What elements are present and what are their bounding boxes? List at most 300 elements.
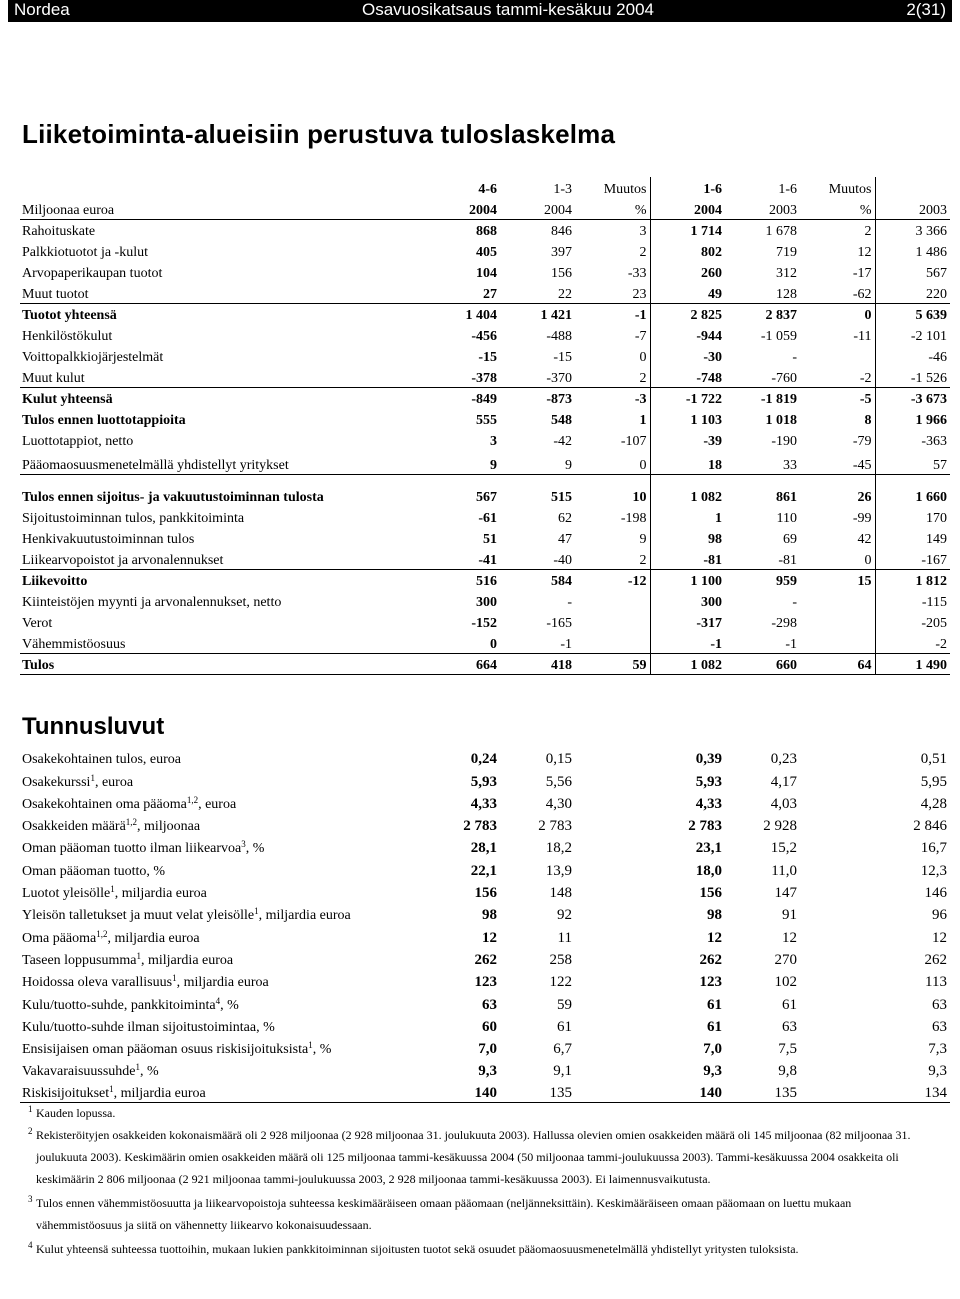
row-value: 110	[776, 511, 797, 526]
table-row	[20, 590, 950, 611]
row-value: 12	[782, 929, 797, 946]
row-value: -2	[859, 370, 872, 386]
row-value: -15	[553, 350, 572, 365]
row-value: 123	[474, 974, 497, 991]
table-row	[20, 835, 950, 857]
header-period-cell: Muutos	[603, 182, 647, 197]
row-value: -152	[471, 616, 497, 631]
key-figures-title: Tunnusluvut	[22, 713, 165, 740]
row-value: 63	[482, 996, 497, 1013]
row-value: 140	[650, 1080, 725, 1102]
row-label: Osakekohtainen tulos, euroa	[22, 752, 182, 768]
row-value: 861	[725, 474, 800, 506]
row-value: 515	[500, 474, 575, 506]
empty-cell	[575, 947, 650, 969]
row-value: 802	[650, 240, 725, 261]
header-label-cell	[20, 177, 425, 198]
header-page-number: 2(31)	[906, 0, 946, 19]
income-header-row-1	[20, 177, 950, 198]
row-label: Muut kulut	[22, 370, 85, 386]
row-value: 262	[474, 951, 497, 968]
row-value: 147	[774, 885, 797, 902]
row-value: 170	[875, 506, 950, 527]
row-value: 5,56	[545, 773, 572, 790]
table-row	[20, 991, 950, 1013]
empty-cell	[575, 1036, 650, 1058]
row-value: 2 825	[650, 303, 725, 324]
empty-cell	[800, 746, 875, 768]
row-value: -11	[853, 329, 872, 344]
footnote-marker: 3	[28, 1194, 33, 1204]
row-value: -1 722	[650, 387, 725, 408]
row-label: Tulos ennen luottotappioita	[22, 413, 186, 428]
row-value: 567	[425, 474, 500, 506]
row-value: 23	[632, 286, 647, 302]
row-label: Vakavaraisuussuhde$^1$, %	[22, 1062, 159, 1080]
table-row	[20, 548, 950, 569]
footnote-text: Kulut yhteensä suhteessa tuottoihin, mukaan lukien pankkitoiminnan sijoitusten tuotot sekä osuudet pääomaosuusmenetelmällä yhdistellyt yritysten tuloksista.	[36, 1242, 799, 1256]
row-value: 98	[650, 527, 725, 548]
row-label: Rahoituskate	[22, 224, 96, 239]
row-value: 122	[549, 974, 572, 991]
header-period-cell: 1-3	[553, 182, 572, 197]
row-value: 5 639	[875, 303, 950, 324]
row-value: 69	[783, 532, 797, 547]
row-value: 59	[575, 653, 650, 674]
row-value: 7,3	[928, 1041, 947, 1058]
table-row	[20, 1036, 950, 1058]
row-value: -205	[875, 611, 950, 632]
row-value: 584	[500, 569, 575, 590]
row-value: 262	[699, 951, 722, 968]
row-label: Ensisijaisen oman pääoman osuus riskisijoituksista$^1$, %	[22, 1040, 332, 1058]
row-value: -39	[650, 429, 725, 450]
row-value: -748	[650, 366, 725, 387]
row-value: 61	[557, 1018, 572, 1035]
row-value: 1 100	[650, 569, 725, 590]
row-value: -	[792, 595, 797, 610]
footnote-marker: 4	[28, 1240, 33, 1250]
row-value: 959	[725, 569, 800, 590]
header-period-cell	[875, 177, 950, 198]
empty-cell	[575, 924, 650, 946]
row-value: -46	[875, 345, 950, 366]
row-label: Liikevoitto	[20, 569, 425, 590]
row-value: -363	[875, 429, 950, 450]
row-value: 719	[776, 245, 797, 260]
row-label: Osakekohtainen oma pääoma$^{1,2}$, euroa	[22, 794, 237, 812]
header-unit-label: Miljoonaa euroa	[20, 198, 425, 219]
empty-cell	[575, 813, 650, 835]
row-value: 0,39	[695, 751, 722, 768]
footnote-marker: 1	[28, 1104, 33, 1114]
table-row	[20, 947, 950, 969]
row-value: 9,3	[703, 1063, 722, 1080]
row-value: 63	[782, 1018, 797, 1035]
row-value: 2 846	[913, 818, 947, 835]
header-year-cell: 2004	[500, 198, 575, 219]
row-label: Kulu/tuotto-suhde ilman sijoitustoimintaa, %	[22, 1019, 275, 1035]
row-value: 555	[476, 413, 497, 428]
row-value: -944	[650, 324, 725, 345]
row-label: Arvopaperikaupan tuotot	[22, 266, 163, 281]
table-row	[20, 880, 950, 902]
row-value: 15,2	[770, 840, 797, 857]
row-value: 10	[575, 474, 650, 506]
table-row	[20, 324, 950, 345]
row-label: Henkivakuutustoiminnan tulos	[22, 532, 195, 547]
row-value: 4,33	[470, 795, 497, 812]
row-value: 63	[932, 996, 947, 1013]
row-value: 12	[932, 929, 947, 946]
empty-cell	[575, 902, 650, 924]
empty-cell	[800, 813, 875, 835]
header-period-cell: 1-6	[650, 177, 725, 198]
row-value: 1 966	[875, 408, 950, 429]
row-value: 1 660	[875, 474, 950, 506]
row-value: 270	[774, 951, 797, 968]
row-value: -1	[575, 303, 650, 324]
row-label: Oman pääoman tuotto ilman liikearvoa$^3$, %	[22, 839, 265, 857]
row-value: 516	[425, 569, 500, 590]
table-row	[20, 632, 950, 653]
row-value: 0	[639, 457, 647, 473]
key-figures-table	[20, 746, 950, 1103]
row-value: 2 837	[725, 303, 800, 324]
empty-cell	[800, 835, 875, 857]
row-value: 2 783	[463, 818, 497, 835]
row-value: 5,93	[470, 773, 497, 790]
row-value: -45	[852, 457, 872, 473]
row-value: 1	[639, 413, 647, 428]
row-value: 397	[551, 245, 572, 260]
row-value: 49	[650, 282, 725, 303]
row-value: 18	[650, 450, 725, 474]
row-value: 1 404	[425, 303, 500, 324]
row-value: -33	[627, 266, 647, 281]
row-value: 5,93	[695, 773, 722, 790]
row-value: 300	[476, 595, 497, 610]
row-value: 12	[707, 929, 722, 946]
row-value: 3	[639, 224, 647, 239]
row-value: -15	[478, 350, 497, 365]
row-value: 63	[932, 1018, 947, 1035]
row-value: 146	[924, 885, 947, 902]
row-value	[575, 590, 650, 611]
row-value: -115	[875, 590, 950, 611]
empty-cell	[800, 924, 875, 946]
table-row	[20, 653, 950, 674]
row-value: -5	[800, 387, 875, 408]
row-value: -190	[771, 434, 797, 449]
footnotes	[24, 1104, 924, 1260]
row-value	[800, 632, 875, 653]
row-value: 405	[476, 245, 497, 260]
row-value: -81	[778, 552, 797, 568]
row-value: -	[567, 595, 572, 610]
row-value: 51	[483, 532, 497, 547]
row-value: 9	[565, 457, 572, 473]
header-year-cell: 2004	[425, 198, 500, 219]
row-value: 2 783	[688, 818, 722, 835]
table-row	[20, 408, 950, 429]
row-value: -873	[500, 387, 575, 408]
row-value	[575, 632, 650, 653]
row-value: -30	[650, 345, 725, 366]
row-label: Kiinteistöjen myynti ja arvonalennukset, netto	[22, 595, 282, 610]
row-value: 2 928	[763, 818, 797, 835]
income-statement-title: Liiketoiminta-alueisiin perustuva tuloslaskelma	[22, 119, 616, 149]
row-value: 846	[551, 224, 572, 239]
table-row	[20, 366, 950, 387]
footnote	[24, 1192, 924, 1236]
row-value: 868	[476, 224, 497, 239]
table-row	[20, 924, 950, 946]
table-row	[20, 429, 950, 450]
footnote-text: Tulos ennen vähemmistöosuutta ja liikearvopoistoja suhteessa keskimääräiseen omaan pääomaan (neljänneksittäin). Keskimääräiseen omaan pääomaan on luettu mukaan vähemmistöosuus ja siitä on vähennetty liikearvo kokonaisuudessaan.	[36, 1196, 852, 1232]
table-row	[20, 969, 950, 991]
row-label: Henkilöstökulut	[22, 329, 113, 344]
row-value: -1 819	[725, 387, 800, 408]
row-value: -7	[634, 329, 647, 344]
row-value: 1	[650, 506, 725, 527]
row-value: 664	[425, 653, 500, 674]
row-value: 1 018	[765, 413, 797, 428]
row-value: -298	[771, 616, 797, 631]
row-label: Muut tuotot	[22, 286, 89, 302]
table-row	[20, 282, 950, 303]
row-value: 0,23	[770, 751, 797, 768]
row-value: 140	[425, 1080, 500, 1102]
row-value: -42	[553, 434, 572, 449]
empty-cell	[575, 768, 650, 790]
row-value: 149	[875, 527, 950, 548]
row-value: 9,3	[928, 1063, 947, 1080]
row-value: 2	[639, 552, 647, 568]
row-value: 7,5	[778, 1041, 797, 1058]
empty-cell	[800, 1058, 875, 1080]
row-label: Oma pääoma$^{1,2}$, miljardia euroa	[22, 928, 200, 946]
empty-cell	[800, 1080, 875, 1102]
row-value: 134	[875, 1080, 950, 1102]
row-value	[800, 611, 875, 632]
row-label: Verot	[22, 616, 53, 631]
row-value: 0	[639, 350, 647, 365]
footnote-text: Kauden lopussa.	[36, 1106, 116, 1120]
row-value: -81	[650, 548, 725, 569]
row-value: 0,24	[470, 751, 497, 768]
row-value: 156	[474, 885, 497, 902]
row-value: 98	[707, 907, 722, 924]
row-value: 4,03	[770, 795, 797, 812]
header-year-cell: 2003	[875, 198, 950, 219]
table-row	[20, 746, 950, 768]
row-value: 300	[650, 590, 725, 611]
footnote	[24, 1124, 924, 1190]
row-value: 104	[476, 266, 497, 281]
row-value: 102	[774, 974, 797, 991]
row-value: -2	[875, 632, 950, 653]
row-label: Liikearvopoistot ja arvonalennukset	[22, 552, 224, 568]
footnote-text: Rekisteröityjen osakkeiden kokonaismäärä oli 2 928 miljoonaa (2 928 miljoonaa 31. joulukuuta 2003). Hallussa olevien omien osakkeiden määrä oli 145 miljoonaa (82 miljoonaa 31. joulukuuta 2003). Keskimäärin omien osakkeiden määrä oli 125 miljoonaa tammi-kesäkuussa 2004 (50 miljoonaa tammi-joulukuussa 2003). Tammi-kesäkuussa 2004 osakkeita oli keskimäärin 2 806 miljoonaa (2 921 miljoonaa tammi-joulukuussa 2003, 2 928 miljoonaa tammi-kesäkuussa 2003). Ei laimennusvaikutusta.	[36, 1128, 911, 1186]
row-value: -61	[478, 511, 497, 526]
row-value	[575, 611, 650, 632]
row-value: 4,28	[920, 795, 947, 812]
empty-cell	[800, 857, 875, 879]
row-value: 1 714	[650, 219, 725, 240]
income-statement-table	[20, 177, 950, 675]
row-value: 0	[490, 636, 497, 652]
row-value: 12,3	[920, 862, 947, 879]
row-value: 59	[557, 996, 572, 1013]
row-value: 1 812	[875, 569, 950, 590]
row-label: Kulut yhteensä	[20, 387, 425, 408]
row-value: 22	[558, 286, 572, 302]
row-label: Voittopalkkiojärjestelmät	[22, 350, 164, 365]
row-value: 9	[490, 457, 497, 473]
empty-cell	[575, 880, 650, 902]
empty-cell	[800, 902, 875, 924]
table-row	[20, 902, 950, 924]
empty-cell	[800, 947, 875, 969]
row-value: -198	[620, 511, 647, 526]
row-value: 1 421	[500, 303, 575, 324]
table-row	[20, 219, 950, 240]
empty-cell	[800, 1036, 875, 1058]
row-value: 1 486	[875, 240, 950, 261]
row-value: 660	[725, 653, 800, 674]
row-value: 18,0	[695, 862, 722, 879]
row-value: 12	[857, 245, 872, 260]
page-header	[8, 0, 952, 22]
table-row	[20, 345, 950, 366]
header-year-cell: 2004	[650, 198, 725, 219]
table-row	[20, 506, 950, 527]
table-row	[20, 1014, 950, 1036]
table-row	[20, 303, 950, 324]
row-value: 123	[699, 974, 722, 991]
row-value: 258	[549, 951, 572, 968]
row-value: 3	[490, 434, 497, 449]
row-label: Kulu/tuotto-suhde, pankkitoiminta$^4$, %	[22, 995, 239, 1013]
row-value: 33	[783, 457, 797, 473]
row-value: -317	[650, 611, 725, 632]
table-row	[20, 857, 950, 879]
row-value: 156	[699, 885, 722, 902]
row-value: 135	[500, 1080, 575, 1102]
row-value: -12	[575, 569, 650, 590]
empty-cell	[800, 880, 875, 902]
row-value: -378	[471, 370, 497, 386]
row-value: -2 101	[875, 324, 950, 345]
header-year-cell: %	[575, 198, 650, 219]
row-value: -1	[560, 636, 572, 652]
row-label: Taseen loppusumma$^1$, miljardia euroa	[22, 950, 234, 968]
row-value: 27	[483, 286, 497, 302]
row-value: 7,0	[703, 1041, 722, 1058]
row-value: 6,7	[553, 1041, 572, 1058]
row-label: Riskisijoitukset$^1$, miljardia euroa	[20, 1080, 425, 1102]
row-label: Palkkiotuotot ja -kulut	[22, 245, 148, 260]
row-label: Osakekurssi$^1$, euroa	[22, 772, 134, 790]
row-value: 312	[776, 266, 797, 281]
row-value: 16,7	[920, 840, 947, 857]
row-value: 15	[800, 569, 875, 590]
row-label: Tulos	[20, 653, 425, 674]
table-row	[20, 1058, 950, 1080]
row-value: 1 490	[875, 653, 950, 674]
row-value: 1 103	[650, 408, 725, 429]
row-value: 548	[551, 413, 572, 428]
row-value: 260	[650, 261, 725, 282]
footnote	[24, 1104, 924, 1122]
table-row	[20, 527, 950, 548]
row-value: 3 366	[875, 219, 950, 240]
header-period-cell: 1-6	[778, 182, 797, 197]
row-label: Oman pääoman tuotto, %	[22, 863, 166, 879]
row-value: 128	[776, 286, 797, 302]
header-period-cell: Muutos	[828, 182, 872, 197]
row-value: -3 673	[875, 387, 950, 408]
row-value: 4,17	[770, 773, 797, 790]
row-label: Luottotappiot, netto	[22, 434, 134, 449]
row-value: 12	[482, 929, 497, 946]
empty-cell	[575, 857, 650, 879]
row-value: 96	[932, 907, 947, 924]
row-value: -849	[425, 387, 500, 408]
table-row	[20, 387, 950, 408]
row-value: -1	[650, 632, 725, 653]
row-value: 148	[549, 885, 572, 902]
row-value: 61	[707, 996, 722, 1013]
row-value: 4,30	[545, 795, 572, 812]
row-value: 26	[800, 474, 875, 506]
row-value: 418	[500, 653, 575, 674]
row-value: 2	[639, 245, 647, 260]
empty-cell	[575, 1014, 650, 1036]
row-value: 92	[557, 907, 572, 924]
row-value: 7,0	[478, 1041, 497, 1058]
empty-cell	[575, 1058, 650, 1080]
table-row	[20, 791, 950, 813]
table-row	[20, 240, 950, 261]
row-value: 23,1	[695, 840, 722, 857]
row-value: -1	[785, 636, 797, 652]
row-value: 9	[639, 532, 647, 547]
row-value: 61	[782, 996, 797, 1013]
row-value: 567	[875, 261, 950, 282]
row-value: -488	[546, 329, 572, 344]
row-label: Tulos ennen sijoitus- ja vakuutustoiminnan tulosta	[20, 474, 425, 506]
row-value: 62	[558, 511, 572, 526]
row-value: -107	[620, 434, 647, 449]
row-value: 220	[875, 282, 950, 303]
row-value: -3	[575, 387, 650, 408]
row-value: -456	[471, 329, 497, 344]
row-value: 4,33	[695, 795, 722, 812]
row-value: 9,3	[478, 1063, 497, 1080]
row-value: 11	[557, 929, 572, 946]
empty-cell	[575, 1080, 650, 1102]
row-value: -40	[553, 552, 572, 568]
header-report-title: Osavuosikatsaus tammi-kesäkuu 2004	[362, 0, 654, 19]
row-value: 61	[707, 1018, 722, 1035]
row-value: 91	[782, 907, 797, 924]
row-value: -	[792, 350, 797, 365]
row-value: 5,95	[920, 773, 947, 790]
row-value: 64	[800, 653, 875, 674]
row-value: 22,1	[470, 862, 497, 879]
